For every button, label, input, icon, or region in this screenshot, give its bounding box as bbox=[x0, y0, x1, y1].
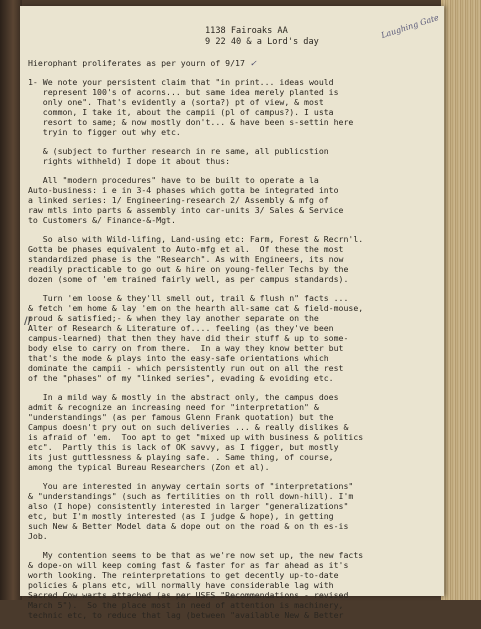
text-line: represent 100's of acorns... but same idea merely planted is bbox=[28, 87, 339, 97]
paragraph bbox=[28, 146, 438, 166]
text-line: standardized phase is the "Research". As with Engineers, its now bbox=[28, 254, 344, 264]
text-line: also (I hope) consistently interested in larger "generalizations" bbox=[28, 501, 349, 511]
text-line: Auto-business: i e in 3-4 phases which gotta be integrated into bbox=[28, 185, 339, 195]
margin-mark: // bbox=[24, 316, 32, 327]
text-line: In a mild way & mostly in the abstract only, the campus does bbox=[28, 392, 339, 402]
text-line: its just guttlessness & playing safe. . Same thing, of course, bbox=[28, 452, 334, 462]
subject-line bbox=[28, 58, 438, 68]
text-line: rights withheld) I dope it about thus: bbox=[28, 156, 231, 166]
text-line: raw mtls into parts & assembly into car-units 3/ Sales & Service bbox=[28, 205, 344, 215]
text-line: Campus doesn't pry out on such deliveries ... & really dislikes & bbox=[28, 422, 349, 432]
text-line: Turn 'em loose & they'll smell out, trail & flush n" facts ... bbox=[28, 293, 349, 303]
page-stack-edge bbox=[441, 0, 481, 600]
binder-spine bbox=[0, 0, 22, 600]
text-line: among the typical Bureau Researchers (Zon et al). bbox=[28, 462, 270, 472]
text-line: & fetch 'em home & lay 'em on the hearth all-same cat & field-mouse, bbox=[28, 303, 364, 313]
text-line: campus-learned) that then they have did their stuff & up to some- bbox=[28, 333, 349, 343]
text-line: My contention seems to be that as we're now set up, the new facts bbox=[28, 550, 364, 560]
text-line: worth looking. The reinterpretations to get decently up-to-date bbox=[28, 570, 339, 580]
paragraph bbox=[28, 77, 438, 137]
text-line: only one". That's evidently a (sorta?) pt of view, & most bbox=[28, 97, 324, 107]
paragraph bbox=[28, 481, 438, 541]
handwritten-note: Laughing Gate bbox=[380, 12, 440, 41]
text-line: technic etc, to reduce that lag (between "available New & Better bbox=[28, 610, 344, 620]
text-line: March 5"). So the place most in need of attention is machinery, bbox=[28, 600, 344, 610]
header-date: 9 22 40 & a Lord's day bbox=[205, 37, 319, 47]
text-line: dominate the campii - which persistently run out on all the rest bbox=[28, 363, 344, 373]
text-line: Sacred Cow warts attached (as per USFS "Recommendations - revised bbox=[28, 590, 349, 600]
text-line: a linked series: 1/ Engineering-research 2/ Assembly & mfg of bbox=[28, 195, 329, 205]
text-line: & dope-on will keep coming fast & faster for as far ahead as it's bbox=[28, 560, 349, 570]
letter-body bbox=[28, 58, 438, 629]
text-line: policies & plans etc, will normally have considerable lag with bbox=[28, 580, 334, 590]
header-address: 1138 Fairoaks AA bbox=[205, 26, 288, 36]
text-line: etc". Partly this is lack of OK savvy, as I figger, but mostly bbox=[28, 442, 339, 452]
text-line: All "modern procedures" have to be built to operate a la bbox=[28, 175, 319, 185]
text-line: Alter of Research & Literature of.... feeling (as they've been bbox=[28, 323, 334, 333]
text-line: & "understandings" (such as fertilities on th roll down-hill). I'm bbox=[28, 491, 354, 501]
paragraph bbox=[28, 550, 438, 620]
text-line: You are interested in anyway certain sorts of "interpretations" bbox=[28, 481, 354, 491]
text-line: So also with Wild-lifing, Land-using etc: Farm, Forest & Recrn'l. bbox=[28, 234, 364, 244]
text-line: is afraid of 'em. Too apt to get "mixed up with business & politics bbox=[28, 432, 364, 442]
text-line: Gotta be phases equivalent to Auto-mfg et al. Of these the most bbox=[28, 244, 344, 254]
text-line: admit & recognize an increasing need for "interpretation" & bbox=[28, 402, 319, 412]
text-line: common, I take it, about the campii (pl of campus?). I usta bbox=[28, 107, 334, 117]
text-line: Job. bbox=[28, 531, 48, 541]
letter-page bbox=[20, 6, 444, 620]
text-line: such New & Better Model data & dope out on the road & on th es-is bbox=[28, 521, 349, 531]
paragraph-list bbox=[28, 77, 438, 620]
text-line: dozen (some of 'em trained fairly well, as per campus standards). bbox=[28, 274, 349, 284]
paragraph bbox=[28, 234, 438, 284]
text-line: tryin to figger out why etc. bbox=[28, 127, 181, 137]
paragraph bbox=[28, 392, 438, 472]
text-line: to Customers &/ Finance-&-Mgt. bbox=[28, 215, 176, 225]
text-line: of the "phases" of my "linked series", evading & evoiding etc. bbox=[28, 373, 334, 383]
text-line: that's the mode & plays into the easy-safe orientations which bbox=[28, 353, 329, 363]
text-line: & (subject to further research in re same, all publicstion bbox=[28, 146, 329, 156]
text-line: "understandings" (as per famous Glenn Frank quotation) but the bbox=[28, 412, 334, 422]
paragraph bbox=[28, 175, 438, 225]
subject-text: Hierophant proliferates as per yourn of 9/17 bbox=[28, 58, 245, 68]
paragraph bbox=[28, 293, 438, 383]
text-line: etc, but I'm mostly interested (as I judge & hope), in getting bbox=[28, 511, 334, 521]
text-line: readily practicable to go out & hire on young-feller Techs by the bbox=[28, 264, 349, 274]
text-line: body else to carry on from there. In a way they know better but bbox=[28, 343, 344, 353]
letter-header bbox=[205, 26, 319, 48]
text-line: proud & satisfied;- & when they lay another separate on the bbox=[28, 313, 319, 323]
text-line: 1- We note your persistent claim that "in print... ideas would bbox=[28, 77, 334, 87]
check-mark-icon: ✓ bbox=[249, 58, 257, 68]
text-line: resort to same; & now mostly don't... & have been s-settin here bbox=[28, 117, 354, 127]
